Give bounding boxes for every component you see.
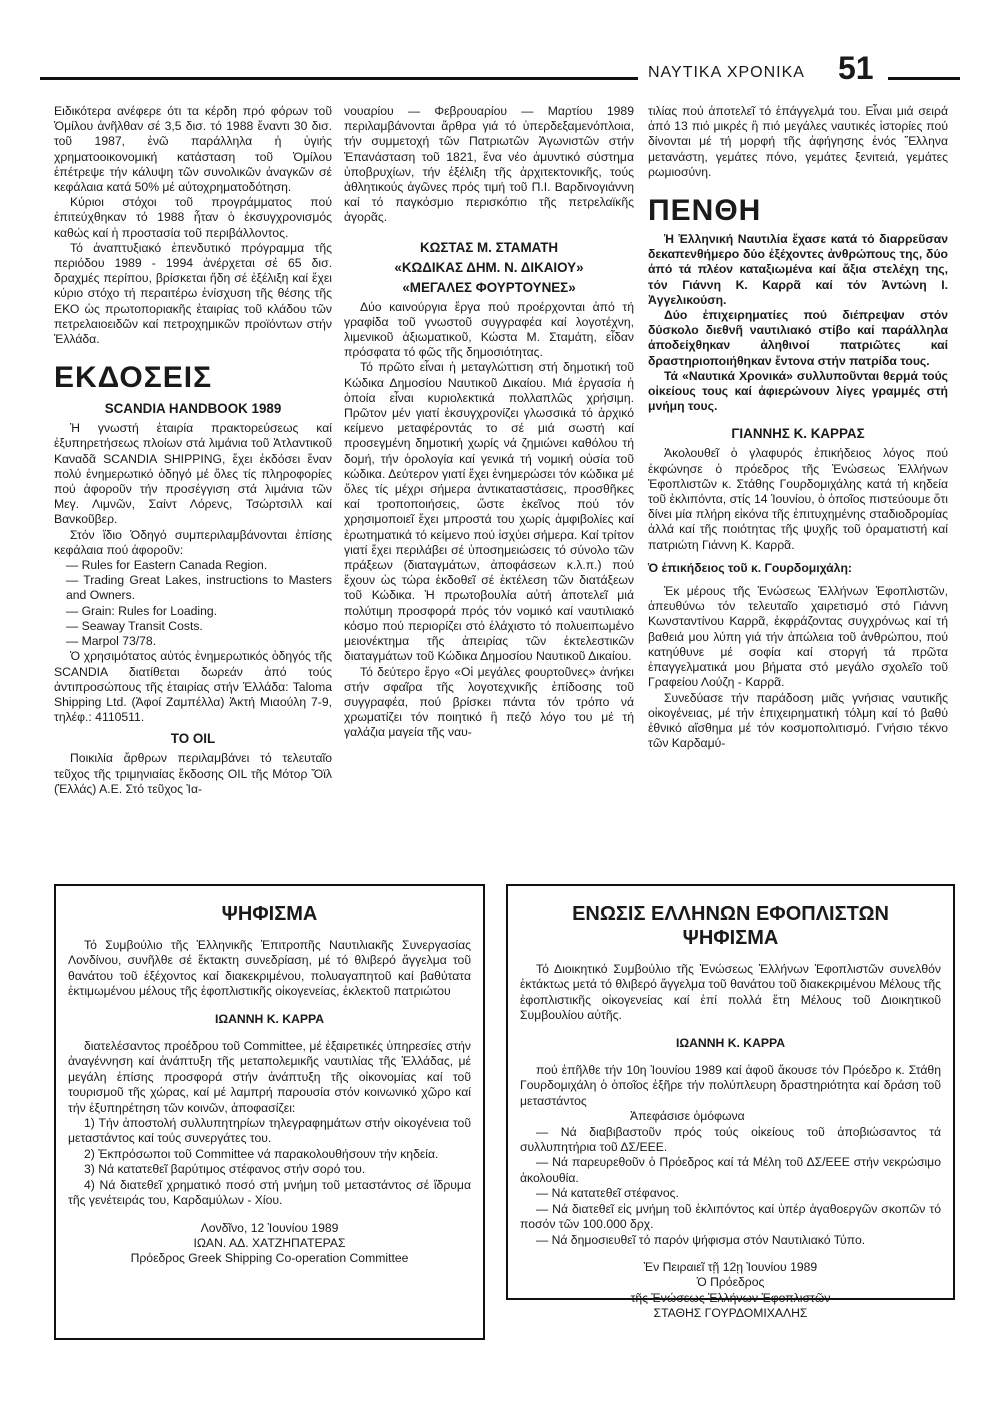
article-heading-line: «ΜΕΓΑΛΕΣ ΦΟΥΡΤΟΥΝΕΣ» [402,279,576,295]
header-rule-right [888,77,960,80]
column-2 [344,104,634,892]
box-paragraph: Τό Διοικητικό Συμβούλιο τῆς Ἑνώσεως Ἑλλήνων Ἐφοπλιστῶν συνελθόν ἐκτάκτως μετά τό θλιβερό ἄγγελμα τοῦ θανάτου τοῦ διακεκριμένου Μέλους τῆς ἐφοπλιστικῆς οἰκογενείας καί ἐπί πολλά ἔτη Μέλους τοῦ Διοικητικοῦ Συμβουλίου αὐτῆς. [520,962,941,1023]
box-title: ΕΝΩΣΙΣ ΕΛΛΗΝΩΝ ΕΦΟΠΛΙΣΤΩΝ [572,903,889,925]
section-title-penthi: ΠΕΝΘΗ [648,194,762,228]
signature-line: ΙΩΑΝ. ΑΔ. ΧΑΤΖΗΠΑΤΕΡΑΣ [193,1235,346,1250]
paragraph: Ειδικότερα ανέφερε ότι τα κέρδη πρό φόρων τοῦ Ὁμίλου ἀνῆλθαν σέ 3,5 δισ. τό 1988 ἔναντι 30 δισ. τοῦ 1987, ἐνῶ παράλληλα ἡ ὑγιής χρηματοοικονομική κατάσταση τοῦ Ὁμίλου ἐπέτρεψε τήν κάλυψη τῶν συνολικῶν ἀναγκῶν σέ κεφάλαια κατά 50% μέ αὐτοχρηματοδότηση. [54,104,332,195]
box-title: ΨΗΦΙΣΜΑ [221,903,318,925]
signature-line: Πρόεδρος Greek Shipping Co-operation Committee [130,1251,409,1266]
list-item: — Trading Great Lakes, instructions to Masters and Owners. [66,573,332,603]
paragraph: Ὁ χρησιμότατος αὐτός ἐνημερωτικός ὁδηγός τῆς SCANDIA διατίθεται δωρεάν ἀπό τούς ἀντιπροσώπους τῆς ἑταιρίας στήν Ἑλλάδα: Taloma Shipping Ltd. (Ἀφοί Ζαμπέλλα) Ἀκτή Μιαούλη 7-9, τηλέφ.: 4110511. [54,649,332,725]
paragraph: Ἡ γνωστή ἑταιρία πρακτορεύσεως καί ἐξυπηρετήσεως πλοίων στά λιμάνια τοῦ Ἀτλαντικοῦ Καναδᾶ SCANDIA SHIPPING, ἔχει ἐκδόσει ἕναν πολύ ἐνημερωτικό ὁδηγό μέ ὅλες τίς πληροφορίες πού ἀφοροῦν τήν προσέγγιση στά λιμάνια τῶν Μεγ. Λιμνῶν, Σαίντ Λόρενς, Τσώρτσιλλ καί Βανκοῦβερ. [54,421,332,527]
page-number: 51 [838,50,874,86]
signature-line: ΣΤΑΘΗΣ ΓΟΥΡΔΟΜΙΧΑΛΗΣ [653,1306,808,1321]
paragraph: Δύο καινούργια ἔργα πού προέρχονται ἀπό τή γραφίδα τοῦ γνωστοῦ συγγραφέα καί λογοτέχνη, λιμενικοῦ ἀξιωματικοῦ, Κώστα Μ. Σταμάτη, εἶδαν πρόσφατα τό φῶς τῆς δημοσιότητας. [344,299,634,360]
bold-paragraph: Δύο ἐπιχειρηματίες πού διέπρεψαν στόν δύσκολο διεθνῆ ναυτιλιακό στίβο καί παράλληλα ἀποδείχθηκαν ἀληθινοί πατριῶτες καί δραστηριοποιήθηκαν ἔντονα στήν πατρίδα τους. [648,308,948,368]
signature-line: Λονδῖνο, 12 Ἰουνίου 1989 [200,1220,339,1235]
resolution-item: 2) Ἐκπρόσωποι τοῦ Committee νά παρακολουθήσουν τήν κηδεία. [84,1146,439,1161]
article-heading: ΓΙΑΝΝΗΣ Κ. ΚΑΡΡΑΣ [731,426,865,442]
paragraph: Συνεδύασε τήν παράδοση μιᾶς γνήσιας ναυτικῆς οἰκογένειας, μέ τήν ἐπιχειρηματική τόλμη καί τό βαθύ ἐθνικό αἴσθημα μέ τόν κοσμοπολιτισμό. Γνήσιο τέκνο τῶν Καρδαμύ- [648,690,948,751]
subheading-scandia: SCANDIA HANDBOOK 1989 [104,401,282,417]
paragraph: τιλίας πού ἀποτελεῖ τό ἐπάγγελμά του. Εἶναι μιά σειρά ἀπό 13 πιό μικρές ἢ πιό μεγάλες ναυτικές ἱστορίες πού δίνονται μέ τή μορφή τῆς ἀφήγησης ἑνός Ἕλληνα μετανάστη, γεμάτες πόνο, γεμάτες ξενιτειά, γεμάτες ρωμιοσύνη. [648,104,948,179]
decision-line: Ἀπεφάσισε ὁμόφωνα [630,1109,745,1124]
bold-paragraph: Τά «Ναυτικά Χρονικά» συλλυποῦνται θερμά τούς οἰκείους τους καί ἀφιερώνουν λίγες γραμμές στή μνήμη τους. [648,368,948,414]
paragraph: Τό πρῶτο εἶναι ἡ μεταγλώττιση στή δημοτική τοῦ Κώδικα Δημοσίου Ναυτικοῦ Δικαίου. Μιά ἐργασία ἡ ὁποία εἶναι κυριολεκτικά πολλαπλῶς χρήσιμη. Πρῶτον μέν γιατί ἐκσυγχρονίζει γλωσσικά τό ἀρχικό κείμενο μεταφέροντάς το σέ μιά σωστή καί προσεγμένη δημοτική χωρίς νά ζημιώνει καθόλου τή δομή, τήν ὁρολογία καί γενικά τή νομική οὐσία τοῦ κώδικα. Δεύτερον γιατί ἔχει ἐνημερώσει τόν κώδικα μέ ὅλες τίς μέχρι σήμερα ἀντικαταστάσεις, προσθῆκες καί τροποποιήσεις, ὥστε ἐκεῖνος πού τόν χρησιμοποιεῖ ἔχει μπροστά του χωρίς ἀμφιβολίες καί ἐρωτηματικά τό κείμενο πού ἰσχύει σήμερα. Καί τρίτον γιατί ἔχει περιλάβει σέ ὑποσημειώσεις τό σύνολο τῶν πράξεων (διαταγμάτων, ἀποφάσεων κ.λ.π.) πού ἔχουν ὡς τώρα ἐκδοθεῖ σέ ἐκτέλεση τῶν διατάξεων τοῦ Κώδικα. Ἡ πρωτοβουλία αὐτή ἀποτελεῖ μιά πολύτιμη προσφορά πρός τόν νομικό καί ναυτιλιακό κόσμο πού περιορίζει στό ἐλάχιστο τό πολυειπωμένο μειονέκτημα τῆς ἀπειρίας τῶν ἐκτελεστικῶν διαταγμάτων τοῦ Κώδικα Δημοσίου Ναυτικοῦ Δικαίου. [344,360,634,664]
resolution-item: 3) Νά κατατεθεῖ βαρύτιμος στέφανος στήν σορό του. [84,1162,366,1177]
paragraph: Τό δεύτερο ἔργο «Οἱ μεγάλες φουρτοῦνες» ἀνήκει στήν σφαῖρα τῆς λογοτεχνικῆς ἐπίδοσης τοῦ συγγραφέα, πού βρίσκει πάντα τόν τρόπο νά χρωματίζει τόν ποιητικό ἢ πεζό λόγο του μέ τή γαλάζια μαγεία τῆς ναυ- [344,664,634,740]
bold-paragraph: Ἡ Ἑλληνική Ναυτιλία ἔχασε κατά τό διαρρεῦσαν δεκαπενθήμερο δύο ἐξέχοντες ἀνθρώπους της, δύο ἀπό τά πλέον καταξιωμένα καί ἄξια στελέχη της, τόν Γιάννη Κ. Καρρᾶ καί τόν Ἀντώνη Ι. Ἀγγελικούση. [648,232,948,307]
speech-subheading: Ὁ ἐπικήδειος τοῦ κ. Γουρδομιχάλη: [648,560,852,575]
signature-line: Ὁ Πρόεδρος [696,1275,765,1290]
resolution-item: 4) Νά διατεθεῖ χρηματικό ποσό στή μνήμη τοῦ μεταστάντος σέ ἵδρυμα τῆς γενέτειράς του, Καρδαμύλων - Χίου. [68,1177,471,1208]
list-item: — Grain: Rules for Loading. [66,603,218,618]
box-paragraph: Τό Συμβούλιο τῆς Ἑλληνικῆς Ἐπιτροπῆς Ναυτιλιακῆς Συνεργασίας Λονδίνου, συνῆλθε σέ ἔκτακτη συνεδρίαση, μέ τό θλιβερό ἄγγελμα τοῦ θανάτου τοῦ ἐξέχοντος καί διακεκριμένου, πολυαγαπητοῦ καί βαθύτατα ἐκτιμωμένου μέλους τῆς ἐφοπλιστικῆς οἰκογενείας, ἐκλεκτοῦ πατριώτου [68,938,471,999]
resolution-item: — Νά παρευρεθοῦν ὁ Πρόεδρος καί τά Μέλη τοῦ ΔΣ/ΕΕΕ στήν νεκρώσιμο ἀκολουθία. [520,1155,941,1185]
subheading-oil: ΤΟ OIL [170,731,216,747]
paragraph: Ἐκ μέρους τῆς Ἑνώσεως Ἑλλήνων Ἐφοπλιστῶν, ἀπευθύνω τόν τελευταῖο χαιρετισμό στό Γιάννη Κωνσταντίνου Καρρᾶ, ἐκφράζοντας συγχρόνως καί τή βαθειά μου λύπη γιά τήν ἀπώλεια τοῦ ἀνθρώπου, πού κατηύθυνε μέ σοφία καί στοργή τά πρῶτα ἐπαγγελματικά μου βήματα στό μεγάλο σχολεῖο τοῦ Γραφείου Λούζη - Καρρᾶ. [648,584,948,690]
article-heading-line: «ΚΩΔΙΚΑΣ ΔΗΜ. Ν. ΔΙΚΑΙΟΥ» [394,259,584,275]
resolution-box-union [506,884,955,1321]
column-1 [54,104,332,896]
paragraph: νουαρίου — Φεβρουαρίου — Μαρτίου 1989 περιλαμβάνονται ἄρθρα γιά τό ὑπερδεξαμενόπλοια, τήν συμμετοχή τῶν Πατριωτῶν Ἀγωνιστῶν στήν Ἐπανάσταση τοῦ 1821, ἕνα νέο ἀμυντικό σύστημα ὑποβρυχίων, τήν ἐξέλιξη τῆς ἀρχιτεκτονικῆς, τούς ἀθλητικούς ἀγῶνες πρός τιμή τοῦ Π.Ι. Βαρδινογιάννη καί τό παγκόσμιο περισκόπιο τῆς πετρελαϊκῆς ἀγορᾶς. [344,104,634,225]
resolution-box-london [54,884,485,1340]
resolution-item: — Νά διαβιβαστοῦν πρός τούς οἰκείους τοῦ ἀποβιώσαντος τά συλλυπητήρια τοῦ ΔΣ/ΕΕΕ. [520,1124,941,1155]
resolution-item: — Νά δημοσιευθεῖ τό παρόν ψήφισμα στόν Ναυτιλιακό Τύπο. [536,1232,866,1247]
resolution-item: — Νά κατατεθεῖ στέφανος. [536,1186,679,1201]
article-heading-line: ΚΩΣΤΑΣ Μ. ΣΤΑΜΑΤΗ [419,239,559,255]
honoree-name: ΙΩΑΝΝΗ Κ. ΚΑΡΡΑ [214,1011,325,1026]
paragraph: Κύριοι στόχοι τοῦ προγράμματος πού ἐπιτεύχθηκαν τό 1988 ἦταν ὁ ἐκσυγχρονισμός καθώς καί ἡ προστασία τοῦ περιβάλλοντος. [54,195,332,240]
resolution-item: 1) Τήν ἀποστολή συλλυπητηρίων τηλεγραφημάτων στήν οἰκογένεια τοῦ μεταστάντος καί τούς συνεργάτες του. [68,1116,471,1146]
list-item: — Rules for Eastern Canada Region. [66,558,268,573]
paragraph: Ποικιλία ἄρθρων περιλαμβάνει τό τελευταῖο τεῦχος τῆς τριμηνιαίας ἔκδοσης OIL τῆς Μότορ Ὄϊλ (Ἑλλάς) Α.Ε. Στό τεῦχος Ἰα- [54,751,332,796]
publication-title: ΝΑΥΤΙΚΑ ΧΡΟΝΙΚΑ [648,64,805,81]
box-paragraph: πού ἐπῆλθε τήν 10η Ἰουνίου 1989 καί ἀφοῦ ἄκουσε τόν Πρόεδρο κ. Στάθη Γουρδομιχάλη ὁ ὁποῖος ἐξῆρε τήν πολύπλευρη δραστηριότητα καί δράση τοῦ μεταστάντος [520,1063,941,1108]
list-item: — Seaway Transit Costs. [66,618,203,633]
section-title-ekdoseis: ΕΚΔΟΣΕΙΣ [54,361,213,395]
paragraph: Ἀκολουθεῖ ὁ γλαφυρός ἐπικήδειος λόγος πού ἐκφώνησε ὁ πρόεδρος τῆς Ἑνώσεως Ἑλλήνων Ἐφοπλιστῶν κ. Στάθης Γουρδομιχάλης κατά τή κηδεία τοῦ ἐκλιπόντα, στίς 14 Ἰουνίου, ὁ ὁποῖος πιστεύουμε ὅτι δίνει μία πλήρη εἰκόνα τῆς ἐπιτυχημένης σταδιοδρομίας ἀλλά καί τῆς ποιότητας τῆς ψυχῆς τοῦ ὁραματιστή καί πατριώτη Γιάννη Κ. Καρρᾶ. [648,446,948,552]
paragraph: Στόν ἴδιο Ὁδηγό συμπεριλαμβάνονται ἐπίσης κεφάλαια πού ἀφοροῦν: [54,527,332,557]
honoree-name: ΙΩΑΝΝΗ Κ. ΚΑΡΡΑ [675,1035,786,1050]
resolution-item: — Νά διατεθεῖ εἰς μνήμη τοῦ ἐκλιπόντος καί ὑπέρ ἀγαθοεργῶν σκοπῶν τό ποσόν τῶν 100.000 δρχ. [520,1201,941,1232]
box-title: ΨΗΦΙΣΜΑ [682,927,779,949]
signature-line: Ἐν Πειραιεῖ τῇ 12ῃ Ἰουνίου 1989 [643,1259,818,1274]
list-item: — Marpol 73/78. [66,634,157,649]
paragraph: Τό ἀναπτυξιακό ἐπενδυτικό πρόγραμμα τῆς περιόδου 1989 - 1994 ἀνέρχεται σέ 65 δισ. δραχμές περίπου, βρίσκεται ἤδη σέ ἐξέλιξη καί ἔχει κύριο στόχο τή περαιτέρω ἐνίσχυση τῆς θέσης τῆς ΕΚΟ ὡς πρωτοποριακῆς ἑταιρίας τοῦ κλάδου τῶν πετρελαιοειδῶν καί πετροχημικῶν προϊόντων στήν Ἑλλάδα. [54,240,332,347]
header-rule-left [40,77,638,80]
box-paragraph: διατελέσαντος προέδρου τοῦ Committee, μέ ἐξαιρετικές ὑπηρεσίες στήν ἀναγέννηση καί ἀνάπτυξη τῆς μεταπολεμικῆς ναυτιλίας τῆς Ἑλλάδας, μέ μεγάλη ἐπίσης προσφορά στήν ἀνάπτυξη τῆς οἰκονομίας καί τοῦ τουρισμοῦ τῆς χώρας, καί μέ λαμπρή παρουσία στόν κοινωνικό χῶρο καί τήν ἐξυπηρέτηση τῶν κοινῶν, ἀποφασίζει: [68,1039,471,1115]
signature-line: τῆς Ἑνώσεως Ἑλλήνων Ἐφοπλιστῶν [630,1290,831,1305]
column-3 [648,104,948,892]
